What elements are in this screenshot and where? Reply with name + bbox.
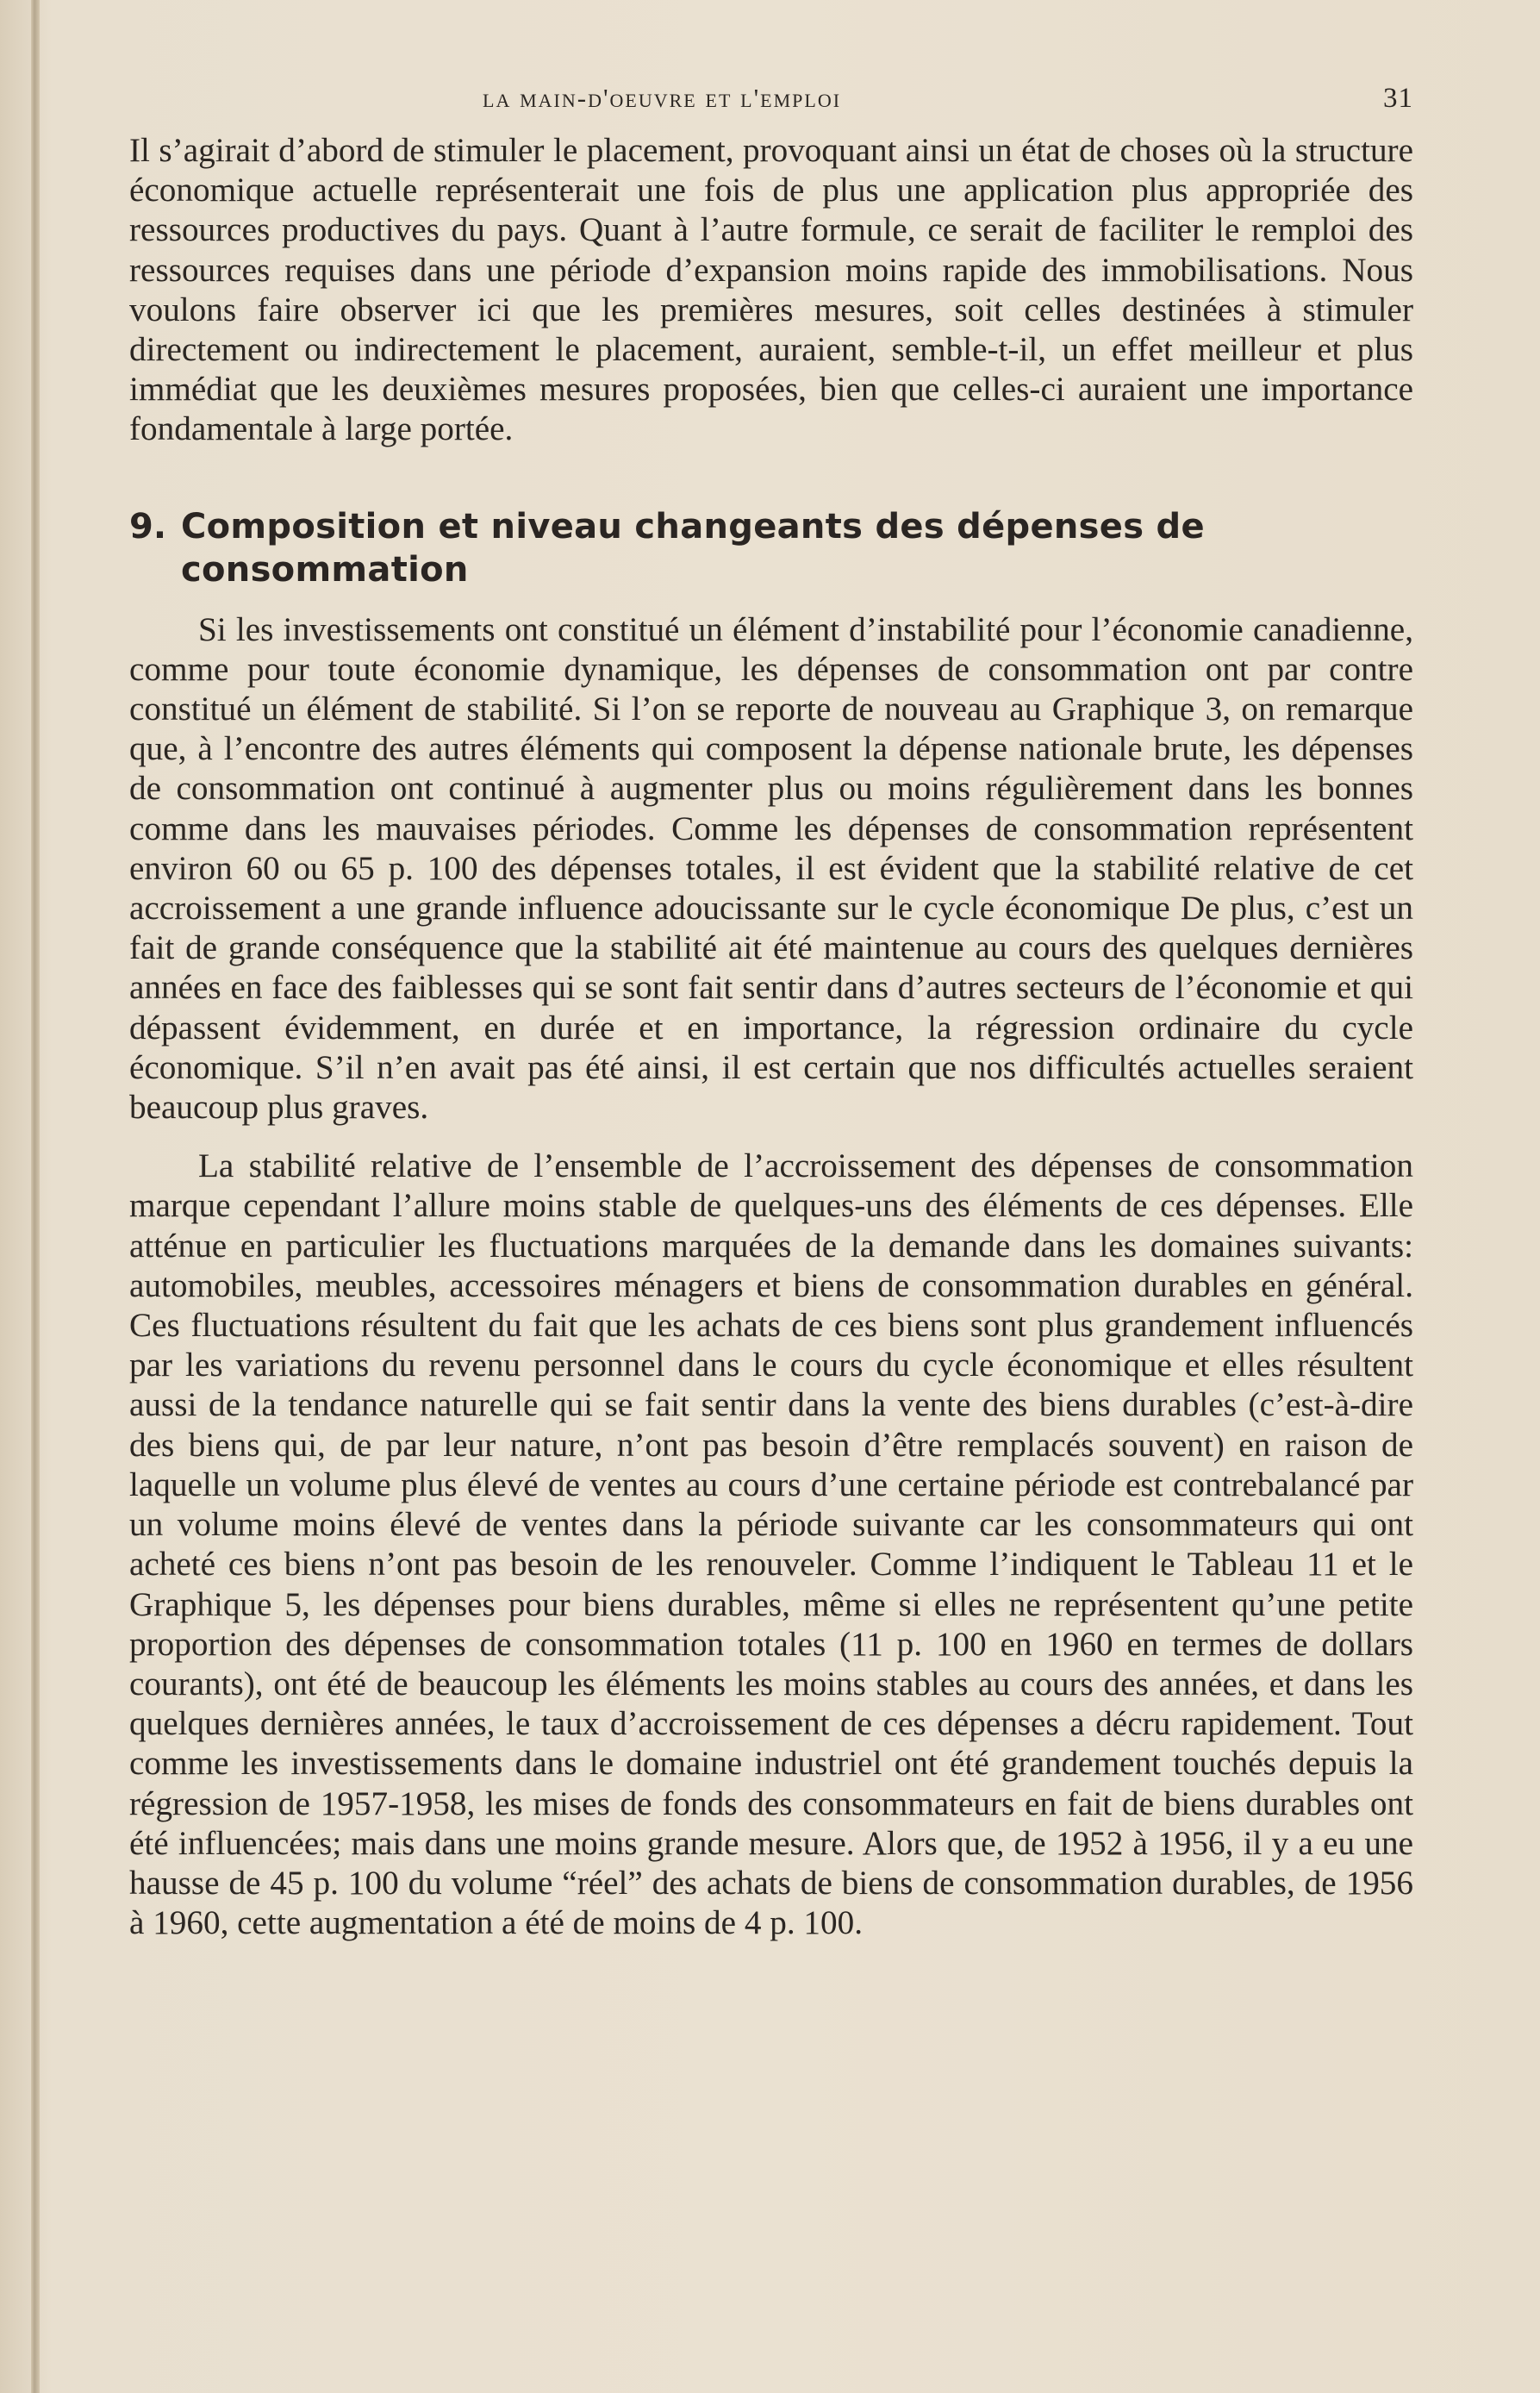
binding-edge — [31, 0, 40, 2393]
page-number: 31 — [1383, 83, 1413, 114]
section-heading — [129, 505, 1413, 591]
body-text — [129, 131, 1413, 1943]
running-head — [129, 83, 1413, 117]
paragraph-1: Il s’agirait d’abord de stimuler le placement, provoquant ainsi un état de choses où la structure économique actuelle représenterait une fois de plus une application plus appropriée des ressources productives du pays. Quant à l’autre formule, ce serait de faciliter le remploi des ressources requises dans une période d’expansion moins rapide des immobilisations. Nous voulons faire observer ici que les premières mesures, soit celles destinées à stimuler directement ou indirectement le placement, auraient, semble-t-il, un effet meilleur et plus immédiat que les deuxièmes mesures proposées, bien que celles-ci auraient une importance fondamentale à large portée. — [129, 132, 1413, 448]
paragraph-3: La stabilité relative de l’ensemble de l’accroissement des dépenses de consommation marque cependant l’allure moins stable de quelques-uns des éléments de ces dépenses. Elle atténue en particulier les fluctuations marquées de la demande dans les domaines suivants: automobiles, meubles, accessoires ménagers et biens de consommation durables en général. Ces fluctuations résultent du fait que les achats de ces biens sont plus grandement influencés par les variations du revenu personnel dans le cours du cycle économique et elles résultent aussi de la tendance naturelle qui se fait sentir dans la vente des biens durables (c’est-à-dire des biens qui, de par leur nature, n’ont pas besoin d’être remplacés souvent) en raison de laquelle un volume plus élevé de ventes au cours d’une certaine période est contrebalancé par un volume moins élevé de ventes dans la période suivante car les consommateurs qui ont acheté ces biens n’ont pas besoin de les renouveler. Comme l’indiquent le Tableau 11 et le Graphique 5, les dépenses pour biens durables, même si elles ne représentent qu’une petite proportion des dépenses de consommation totales (11 p. 100 en 1960 en termes de dollars courants), ont été de beaucoup les éléments les moins stables au cours des années, et dans les quelques dernières années, le taux d’accroissement de ces dépenses a décru rapidement. Tout comme les investissements dans le domaine industriel ont été grandement touchés depuis la régression de 1957-1958, les mises de fonds des consommateurs en fait de biens durables ont été influencées; mais dans une moins grande mesure. Alors que, de 1952 à 1956, il y a eu une hausse de 45 p. 100 du volume “réel” des achats de biens de consommation durables, de 1956 à 1960, cette augmentation a été de moins de 4 p. 100. — [129, 1147, 1413, 1942]
section-title: Composition et niveau changeants des dépenses de consommation — [181, 506, 1205, 590]
running-title: la main-d'oeuvre et l'emploi — [483, 83, 842, 113]
paragraph-2: Si les investissements ont constitué un élément d’instabilité pour l’économie canadienne, comme pour toute économie dynamique, les dépenses de consommation ont par contre constitué un élément de stabilité. Si l’on se reporte de nouveau au Graphique 3, on remarque que, à l’encontre des autres éléments qui composent la dépense nationale brute, les dépenses de consommation ont continué à augmenter plus ou moins régulièrement dans les bonnes comme dans les mauvaises périodes. Comme les dépenses de consommation représentent environ 60 ou 65 p. 100 des dépenses totales, il est évident que la stabilité relative de cet accroissement a une grande influence adoucissante sur le cycle économique De plus, c’est un fait de grande conséquence que la stabilité ait été maintenue au cours des quelques dernières années en face des faiblesses qui se sont fait sentir dans d’autres secteurs de l’économie et qui dépassent évidemment, en durée et en importance, la régression ordinaire du cycle économique. S’il n’en avait pas été ainsi, il est certain que nos difficultés actuelles seraient beaucoup plus graves. — [129, 610, 1413, 1127]
section-number: 9. — [129, 506, 167, 547]
